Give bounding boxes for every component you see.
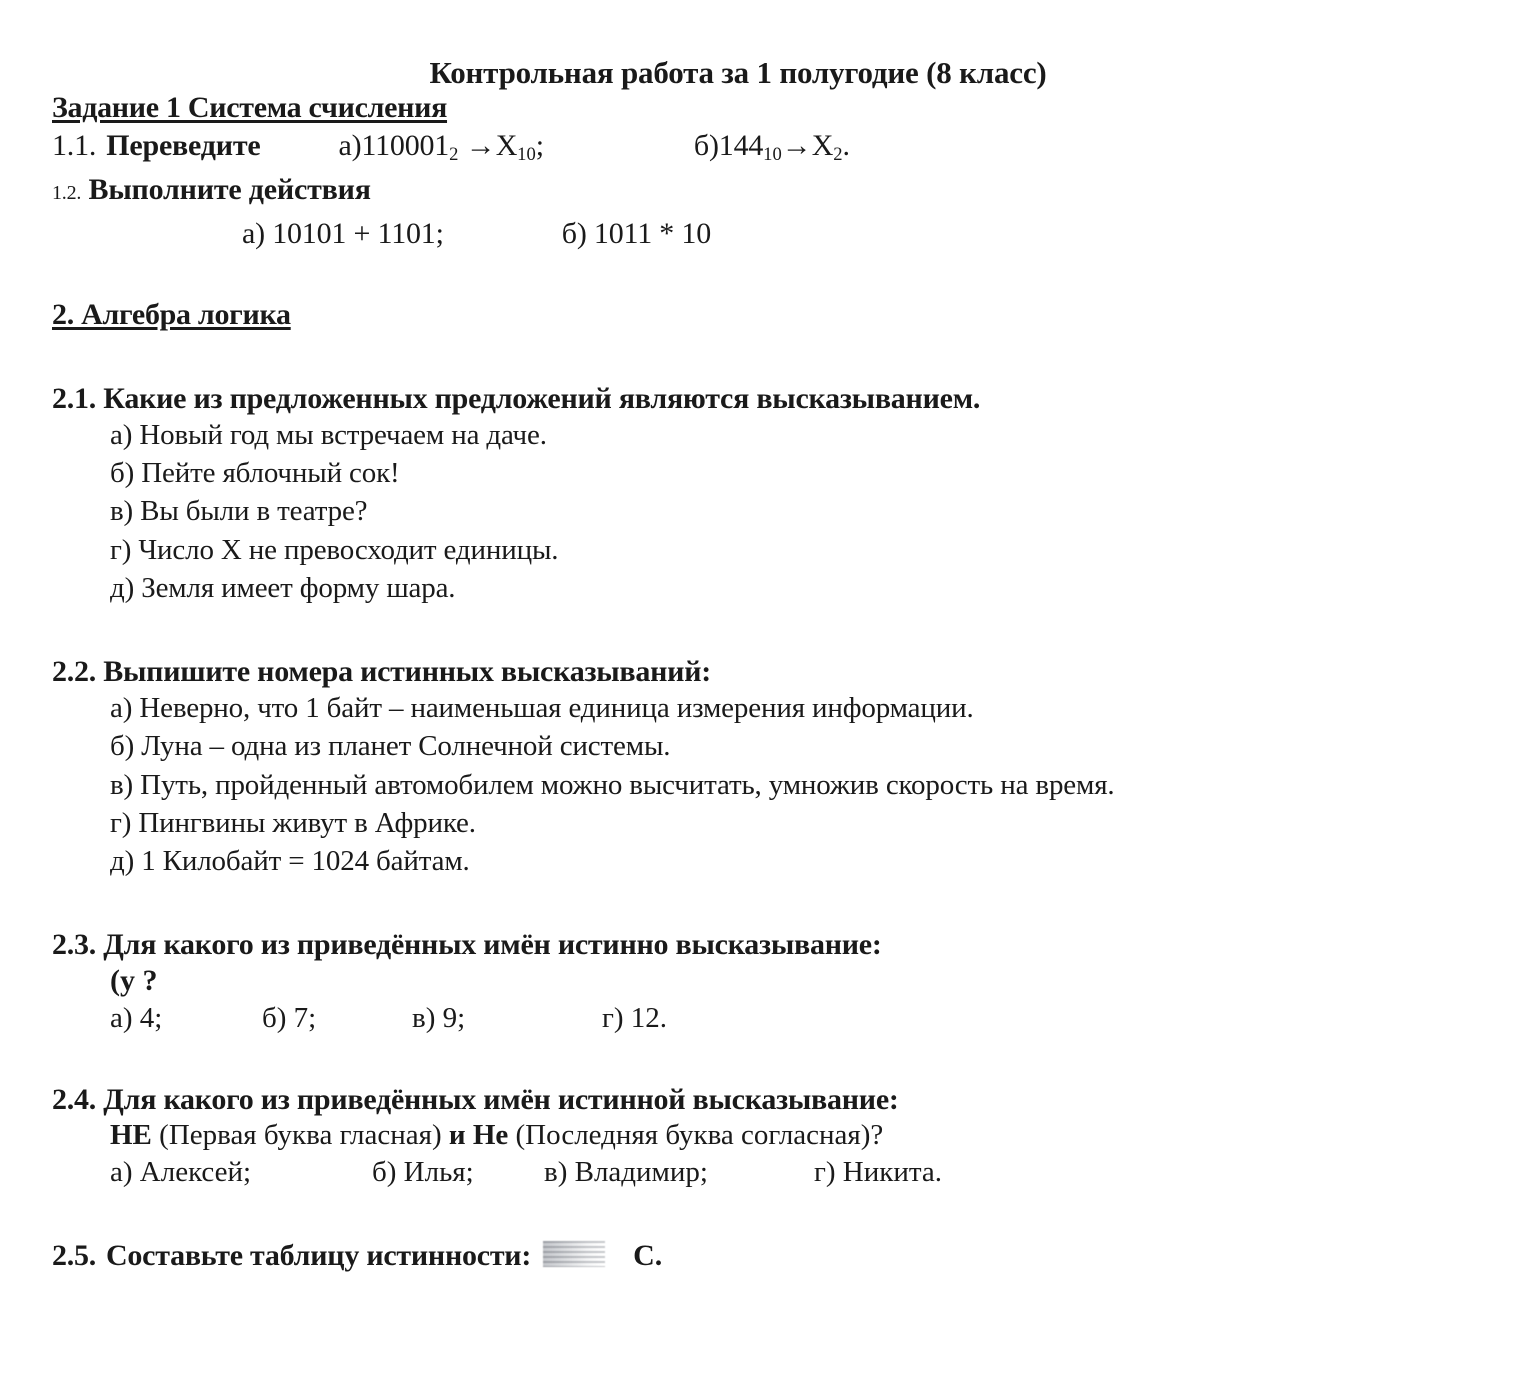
option-a-punctuation: ; [535,129,544,162]
task-2-heading [52,298,1536,332]
list-item: а) Алексей; [110,1156,252,1189]
item-2-1-number: 2.1. [52,381,96,415]
item-1-1-option-b [694,127,850,167]
item-1-1-row [52,127,1536,167]
option-a-subscript-from: 2 [449,144,459,166]
page-title: Контрольная работа за 1 полугодие (8 класс) [429,55,1047,90]
option-a-value: 110001 [361,129,450,162]
option-b-subscript-to: 2 [833,144,843,166]
item-2-5-question [52,1239,1536,1273]
list-item: в) 9; [412,1002,466,1035]
item-2-2-text: Выпишите номера истинных высказываний: [103,655,711,689]
item-2-4-number: 2.4. [52,1083,96,1117]
item-2-4-question [52,1083,1536,1117]
item-1-2-instruction: Выполните действия [88,173,371,206]
formula-clause-1: (Первая буква гласная) [159,1119,442,1152]
item-2-3-number: 2.3. [52,928,96,962]
formula-clause-2: (Последняя буква согласная)? [515,1119,884,1152]
document-page [0,55,1536,1383]
list-item: д) 1 Килобайт = 1024 байтам. [110,845,470,878]
option-a-label: а) [338,129,362,162]
item-1-1-instruction: Переведите [106,129,261,162]
option-a-subscript-to: 10 [517,144,536,166]
illegible-smudge-icon [543,1241,605,1267]
task-2-section [0,298,1536,1274]
list-item: в) Путь, пройденный автомобилем можно высчитать, умножив скорость на время. [110,768,1115,801]
list-item: б) Луна – одна из планет Солнечной системы. [110,730,671,763]
item-2-1-question [52,382,1536,416]
list-item: б) 7; [262,1002,317,1035]
formula-conjunction: и Не [448,1119,509,1152]
option-b-punctuation: . [842,129,850,162]
option-b-label: б) [693,129,719,162]
option-b-value: 144 [718,129,764,162]
item-2-3-formula: (у ? [110,964,158,998]
task-1-section [0,91,1536,254]
list-item: б) Илья; [372,1156,474,1189]
list-item: в) Владимир; [544,1156,708,1189]
item-2-3-question [52,928,1536,962]
list-item: б) Пейте яблочный сок! [110,457,400,490]
item-1-2-option-a: а) 10101 + 1101; [242,217,444,251]
task-1-heading-text: Задание 1 Система счисления [52,91,448,124]
list-item: а) Новый год мы встречаем на даче. [110,418,547,451]
item-2-3-options [52,1002,1536,1035]
list-item: в) Вы были в театре? [110,495,368,528]
item-2-1-options [52,416,1536,607]
formula-negation-1: НЕ [110,1119,152,1152]
item-1-1-option-a [339,127,544,167]
option-b-target: X [811,129,834,162]
option-a-target: X [495,129,518,162]
item-1-1-number: 1.1. [52,129,97,162]
option-a-arrow: → [465,129,496,162]
item-1-2-number: 1.2. [52,182,82,204]
list-item: а) 4; [110,1002,163,1035]
list-item: г) Пингвины живут в Африке. [110,806,476,839]
task-1-heading [52,91,1536,125]
item-2-2-question [52,655,1536,689]
option-b-arrow: → [781,129,812,162]
item-2-5-number: 2.5. [52,1239,96,1273]
task-2-heading-text: 2. Алгебра логика [52,297,291,331]
item-2-2-number: 2.2. [52,655,96,689]
item-2-5-trailing-symbol: С. [633,1239,663,1273]
option-b-subscript-from: 10 [763,144,782,166]
item-2-4-formula [52,1119,1536,1152]
item-2-1-text: Какие из предложенных предложений являются высказыванием. [103,381,981,415]
item-2-5-text: Составьте таблицу истинности: [106,1239,532,1273]
list-item: а) Неверно, что 1 байт – наименьшая единица измерения информации. [110,692,974,725]
item-2-4-options [52,1156,1536,1189]
item-2-4-text: Для какого из приведённых имён истинной высказывание: [103,1083,899,1117]
list-item: д) Земля имеет форму шара. [110,571,456,604]
item-1-2-option-b: б) 1011 * 10 [561,217,711,251]
list-item: г) 12. [602,1002,668,1035]
item-1-2-options [52,215,1536,253]
item-2-3-text: Для какого из приведённых имён истинно высказывание: [103,928,882,962]
item-2-2-options [52,689,1536,880]
item-1-2-row [52,171,1536,209]
list-item: г) Число X не превосходит единицы. [110,533,559,566]
list-item: г) Никита. [814,1156,943,1189]
